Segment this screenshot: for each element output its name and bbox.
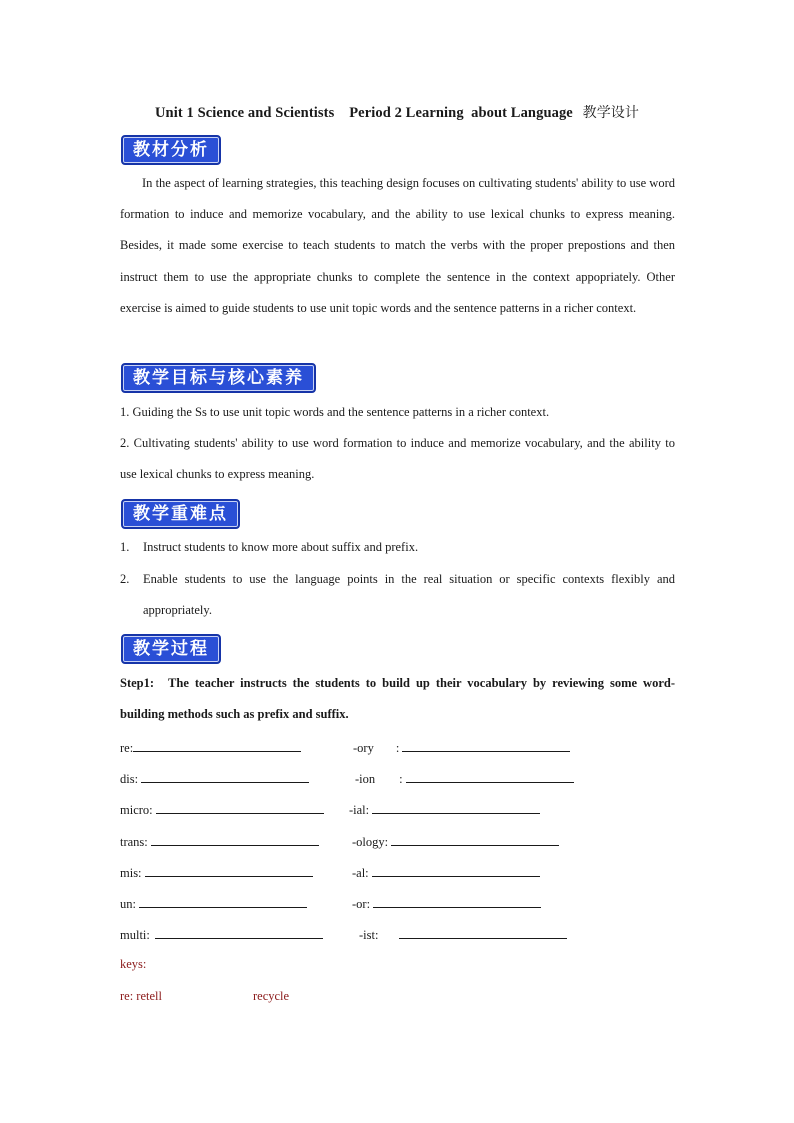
key-re-retell: re: retell [120,989,162,1003]
answer-blank[interactable] [372,801,540,814]
answer-blank[interactable] [402,739,570,752]
step-label: Step1: [120,676,155,690]
exercise-row-ion [355,770,574,790]
section-heading-analysis: 教材分析 [121,135,221,165]
suffix-label: -or: [352,897,371,911]
page-title [0,102,794,122]
exercise-row-micro [120,801,324,821]
colon: : [395,741,400,755]
answer-blank[interactable] [406,770,574,783]
answer-blank[interactable] [156,801,324,814]
exercise-row-al [352,864,540,884]
suffix-label: -ion [355,772,376,786]
suffix-label: -ist: [359,928,379,942]
goal-item-1: 1. Guiding the Ss to use unit topic words and the sentence patterns in a richer context. [120,405,550,419]
answer-blank[interactable] [373,895,541,908]
exercise-row-ory [353,739,570,759]
exercise-row-mis [120,864,313,884]
answer-blank[interactable] [372,864,540,877]
title-main: Unit 1 Science and Scientists Period 2 Learning about Language [154,105,573,121]
prefix-label: mis: [120,866,142,880]
exercise-row-ology [352,833,559,853]
analysis-paragraph: In the aspect of learning strategies, this teaching design focuses on cultivating students' ability to use word formation to induce and memorize vocabulary, and the ability to use lexical chunks to express meaning. Besides, it made some exercise to teach students to match the verbs with the proper prepostions and then instruct them to use the appropriate chunks to complete the sentence in the context appopriately. Other exercise is aimed to guide students to use unit topic words and the sentence patterns in a richer context. [120,176,675,315]
answer-blank[interactable] [151,833,319,846]
answer-blank[interactable] [141,770,309,783]
prefix-label: multi: [120,928,150,942]
suffix-label: -ory [353,741,374,755]
answer-blank[interactable] [155,926,323,939]
exercise-row-ist [359,926,567,946]
section-heading-goals: 教学目标与核心素养 [121,363,316,393]
exercise-row-un [120,895,307,915]
exercise-row-or [352,895,541,915]
answer-blank[interactable] [391,833,559,846]
prefix-label: micro: [120,803,153,817]
suffix-label: -ial: [349,803,370,817]
key-re-recycle: recycle [253,989,290,1003]
prefix-label: trans: [120,835,148,849]
title-chinese: 教学设计 [582,105,639,121]
section-heading-process: 教学过程 [121,634,221,664]
keys-label: keys: [120,957,147,971]
prefix-label: un: [120,897,136,911]
answer-blank[interactable] [145,864,313,877]
goal-item-2: 2. Cultivating students' ability to use word formation to induce and memorize vocabulary, and the ability to use lexical chunks to express meaning. [120,436,675,482]
step1-instruction [120,668,675,730]
suffix-label: -al: [352,866,369,880]
keypoint-text: Instruct students to know more about suffix and prefix. [143,540,419,554]
keypoint-number: 1. [120,540,130,554]
prefix-label: re: [120,741,134,755]
answer-blank[interactable] [139,895,307,908]
exercise-row-re [120,739,301,759]
answer-blank[interactable] [399,926,567,939]
exercise-row-multi [120,926,323,946]
keypoint-text: Enable students to use the language points in the real situation or specific contexts flexibly and appropriately. [143,572,675,618]
suffix-label: -ology: [352,835,389,849]
exercise-row-dis [120,770,309,790]
exercise-row-trans [120,833,319,853]
prefix-label: dis: [120,772,139,786]
step-text: The teacher instructs the students to build up their vocabulary by reviewing some word-building methods such as prefix and suffix. [120,676,675,722]
colon: : [399,772,403,786]
exercise-row-ial [349,801,540,821]
keypoint-number: 2. [120,572,130,586]
section-heading-keypoints: 教学重难点 [121,499,240,529]
answer-blank[interactable] [133,739,301,752]
